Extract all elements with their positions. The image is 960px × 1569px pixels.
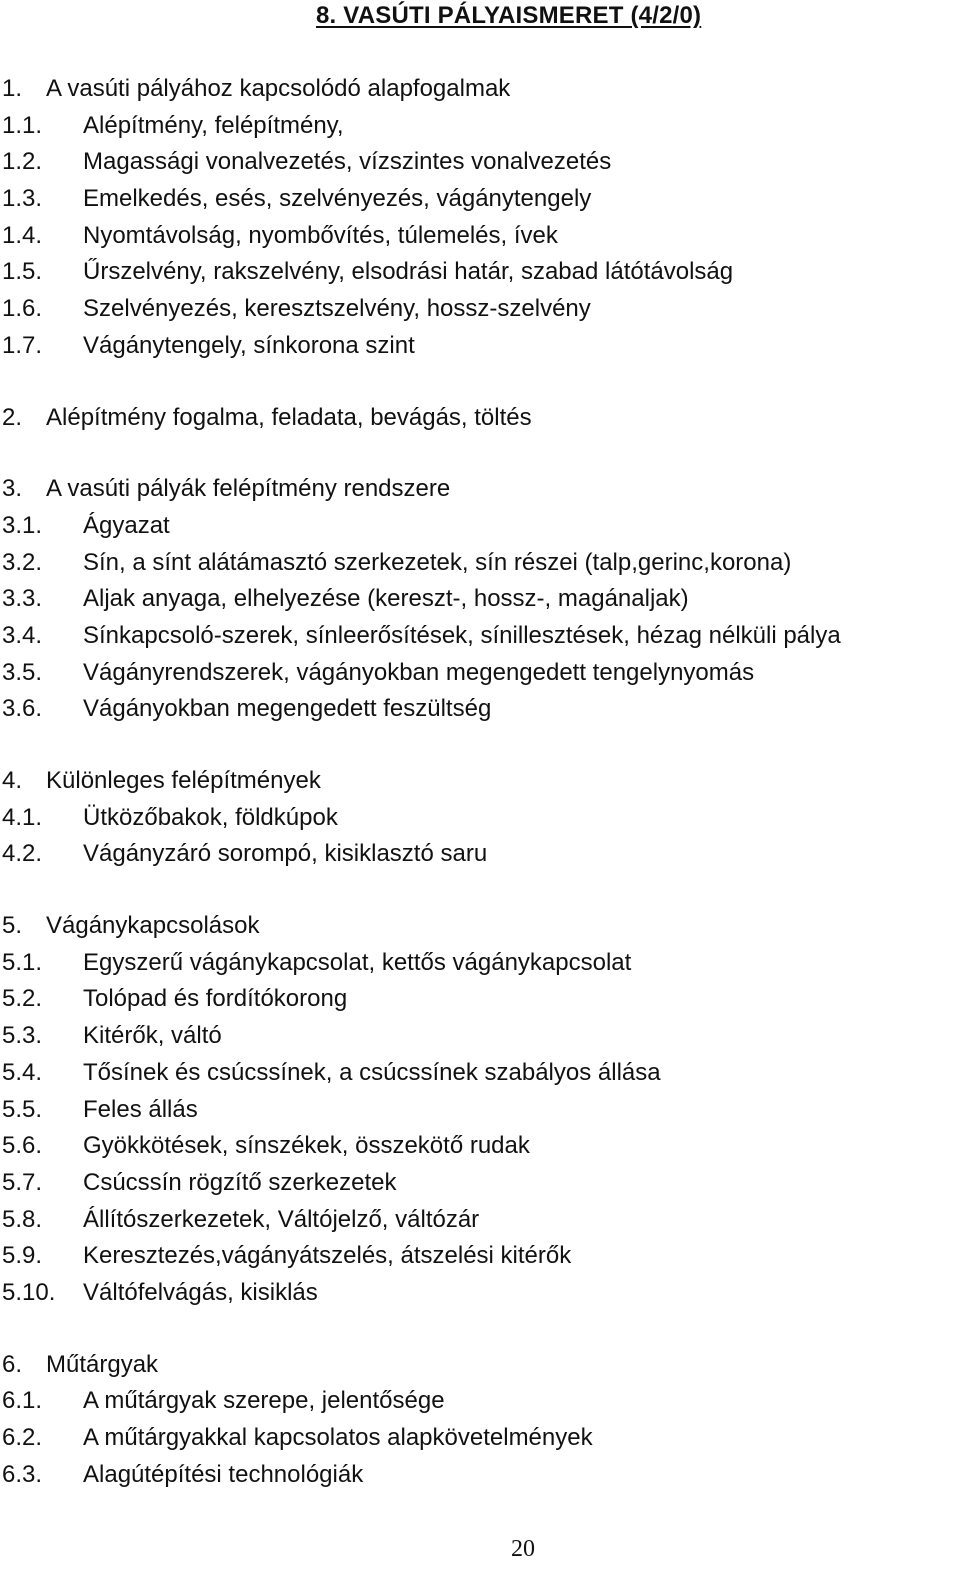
subsection-number: 1.4. [2,221,43,249]
subsection-number: 5.6. [2,1132,43,1160]
subsection-item-5-1 [0,945,960,982]
section-heading-6 [0,1347,960,1384]
subsection-number: 1.1. [2,111,43,139]
page-number: 20 [511,1536,535,1562]
subsection-title: Sín, a sínt alátámasztó szerkezetek, sín részei (talp,gerinc,korona) [83,548,792,576]
subsection-number: 5.9. [2,1242,43,1270]
subsection-item-6-3 [0,1457,960,1494]
section-number: 3. [2,475,23,503]
subsection-item-5-5 [0,1092,960,1129]
subsection-number: 5.10. [2,1278,56,1306]
section-title: Különleges felépítmények [46,767,321,794]
subsection-item-3-2 [0,545,960,582]
subsection-title: Szelvényezés, keresztszelvény, hossz-szelvény [83,295,591,323]
subsection-title: Ütközőbakok, földkúpok [83,803,338,831]
subsection-item-3-5 [0,655,960,692]
subsection-title: Feles állás [83,1095,198,1123]
subsection-number: 5.3. [2,1022,43,1050]
subsection-number: 3.4. [2,621,43,649]
subsection-item-3-3 [0,581,960,618]
subsection-title: A műtárgyak szerepe, jelentősége [83,1387,445,1415]
subsection-title: Csúcssín rögzítő szerkezetek [83,1168,397,1196]
subsection-title: Vágánytengely, sínkorona szint [83,331,415,359]
subsection-title: Űrszelvény, rakszelvény, elsodrási határ, szabad látótávolság [83,258,734,286]
section-title: A vasúti pályához kapcsolódó alapfogalmak [46,75,511,102]
subsection-item-5-2 [0,981,960,1018]
subsection-number: 5.7. [2,1168,43,1196]
subsection-number: 3.6. [2,695,43,723]
subsection-number: 1.5. [2,258,43,286]
subsection-item-5-4 [0,1055,960,1092]
subsection-item-1-3 [0,181,960,218]
subsection-item-6-2 [0,1420,960,1457]
subsection-title: Kitérők, váltó [83,1022,222,1050]
section-number: 5. [2,912,23,940]
section-number: 6. [2,1350,23,1378]
subsection-title: Vágányzáró sorompó, kisiklasztó saru [83,840,488,868]
section-number: 1. [2,75,23,102]
section-number: 2. [2,403,23,431]
subsection-title: Gyökkötések, sínszékek, összekötő rudak [83,1132,530,1160]
section-title: Műtárgyak [46,1350,159,1378]
subsection-title: Nyomtávolság, nyombővítés, túlemelés, ívek [83,221,558,249]
section-heading-2 [0,400,960,437]
subsection-number: 6.2. [2,1424,43,1451]
subsection-item-1-4 [0,218,960,255]
subsection-number: 4.2. [2,840,43,868]
subsection-item-3-6 [0,691,960,728]
subsection-number: 3.5. [2,658,43,686]
subsection-number: 1.6. [2,295,43,323]
subsection-title: Alépítmény, felépítmény, [83,111,344,139]
subsection-title: Váltófelvágás, kisiklás [83,1278,318,1306]
subsection-title: Tolópad és fordítókorong [83,985,348,1013]
subsection-item-3-4 [0,618,960,655]
subsection-number: 6.1. [2,1387,43,1415]
table-of-contents [0,71,960,1493]
subsection-number: 3.2. [2,548,43,576]
subsection-title: Aljak anyaga, elhelyezése (kereszt-, hossz-, magánaljak) [83,585,689,613]
subsection-title: Sínkapcsoló-szerek, sínleerősítések, sínillesztések, hézag nélküli pálya [83,621,841,649]
subsection-number: 6.3. [2,1460,43,1488]
subsection-title: Vágányokban megengedett feszültség [83,695,492,723]
subsection-item-3-1 [0,508,960,545]
subsection-title: Tősínek és csúcssínek, a csúcssínek szabályos állása [83,1058,661,1086]
subsection-item-5-7 [0,1165,960,1202]
subsection-item-1-1 [0,108,960,145]
subsection-number: 1.7. [2,331,43,359]
subsection-number: 5.1. [2,948,43,976]
subsection-item-6-1 [0,1383,960,1420]
section-heading-3 [0,471,960,508]
subsection-title: Állítószerkezetek, Váltójelző, váltózár [83,1205,480,1233]
page-title: 8. VASÚTI PÁLYAISMERET (4/2/0) [316,2,702,29]
subsection-title: Alagútépítési technológiák [83,1460,364,1488]
subsection-item-5-6 [0,1128,960,1165]
section-title: Vágánykapcsolások [46,912,260,940]
subsection-title: Ágyazat [83,511,170,539]
section-heading-5 [0,908,960,945]
subsection-number: 3.1. [2,511,43,539]
subsection-title: Magassági vonalvezetés, vízszintes vonalvezetés [83,148,612,176]
subsection-title: A műtárgyakkal kapcsolatos alapkövetelmények [83,1424,593,1451]
subsection-item-1-5 [0,254,960,291]
subsection-item-5-10 [0,1275,960,1312]
subsection-item-1-6 [0,291,960,328]
subsection-item-5-9 [0,1238,960,1275]
subsection-title: Vágányrendszerek, vágányokban megengedett tengelynyomás [83,658,755,686]
subsection-number: 4.1. [2,803,43,831]
section-title: A vasúti pályák felépítmény rendszere [46,475,451,503]
subsection-number: 5.5. [2,1095,43,1123]
subsection-item-4-2 [0,836,960,873]
subsection-item-1-7 [0,328,960,365]
section-title: Alépítmény fogalma, feladata, bevágás, töltés [46,403,532,431]
subsection-item-5-8 [0,1202,960,1239]
subsection-item-5-3 [0,1018,960,1055]
subsection-number: 5.4. [2,1058,43,1086]
subsection-number: 5.8. [2,1205,43,1233]
subsection-title: Keresztezés,vágányátszelés, átszelési kitérők [83,1242,572,1270]
subsection-item-1-2 [0,144,960,181]
subsection-item-4-1 [0,800,960,837]
subsection-title: Egyszerű vágánykapcsolat, kettős vágánykapcsolat [83,948,632,976]
section-heading-1 [0,71,960,108]
subsection-number: 1.3. [2,185,43,213]
subsection-number: 3.3. [2,585,43,613]
subsection-number: 1.2. [2,148,43,176]
subsection-title: Emelkedés, esés, szelvényezés, vágánytengely [83,185,592,213]
section-heading-4 [0,763,960,800]
subsection-number: 5.2. [2,985,43,1013]
section-number: 4. [2,767,23,794]
